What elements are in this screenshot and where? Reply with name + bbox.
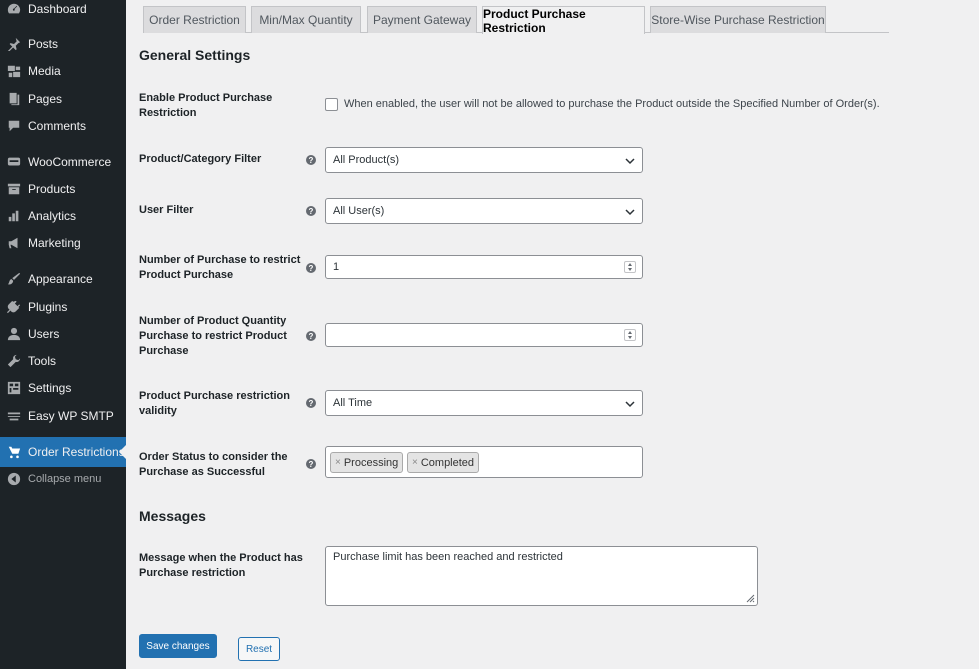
sidebar-item-label: Media <box>28 64 61 78</box>
media-icon <box>7 64 21 78</box>
validity-select[interactable] <box>325 390 643 416</box>
sidebar-item-label: Posts <box>28 37 59 51</box>
sidebar-item-label: Comments <box>28 119 87 133</box>
sidebar-item-label: Plugins <box>28 300 68 314</box>
chip-label: Completed <box>420 456 475 469</box>
sidebar-item-posts[interactable] <box>0 31 126 57</box>
archive-icon <box>7 182 21 196</box>
sidebar-item-label: Marketing <box>28 236 81 250</box>
sidebar-item-label: Appearance <box>28 272 93 286</box>
sidebar-item-label: Products <box>28 182 76 196</box>
sidebar-item-label: Users <box>28 327 60 341</box>
megaphone-icon <box>7 236 21 250</box>
mail-icon <box>7 409 21 423</box>
validity-value: All Time <box>333 397 373 409</box>
main-content <box>126 0 979 669</box>
tab-product-purchase-restriction[interactable]: Product Purchase Restriction <box>482 6 645 34</box>
product-filter-select[interactable] <box>325 147 643 173</box>
validity-label: Product Purchase restriction validity <box>139 390 290 417</box>
status-chip <box>407 452 479 473</box>
user-filter-label: User Filter <box>139 204 194 216</box>
message-label: Message when the Product has Purchase restriction <box>139 552 303 579</box>
sidebar-item-comments[interactable] <box>0 113 126 139</box>
help-icon[interactable]: ? <box>306 155 316 165</box>
tab-store-wise-purchase-restriction[interactable]: Store-Wise Purchase Restriction <box>650 6 826 33</box>
num-purchase-value: 1 <box>333 261 340 273</box>
user-filter-value: All User(s) <box>333 205 385 217</box>
chip-remove-icon[interactable]: × <box>335 457 341 468</box>
chevron-down-icon <box>624 206 636 218</box>
general-settings-heading: General Settings <box>139 47 251 63</box>
num-purchase-input[interactable] <box>325 255 643 279</box>
sidebar-item-label: Easy WP SMTP <box>28 409 114 423</box>
sidebar-item-products[interactable] <box>0 176 126 202</box>
sidebar-item-easy-wp-smtp[interactable] <box>0 403 126 429</box>
sidebar-item-tools[interactable] <box>0 348 126 374</box>
collapse-icon <box>7 472 21 486</box>
num-quantity-label: Number of Product Quantity Purchase to restrict Product Purchase <box>139 315 287 357</box>
sidebar-item-pages[interactable] <box>0 86 126 112</box>
woo-icon <box>7 155 21 169</box>
sidebar-item-woocommerce[interactable] <box>0 149 126 175</box>
collapse-menu-button[interactable] <box>0 466 126 492</box>
user-filter-select[interactable] <box>325 198 643 224</box>
sidebar-item-dashboard[interactable] <box>0 0 126 22</box>
sidebar-item-plugins[interactable] <box>0 294 126 320</box>
tab-payment-gateway[interactable]: Payment Gateway <box>367 6 477 33</box>
sidebar-item-label: WooCommerce <box>28 155 112 169</box>
admin-sidebar <box>0 0 126 669</box>
pin-icon <box>7 37 21 51</box>
help-icon[interactable]: ? <box>306 206 316 216</box>
product-filter-value: All Product(s) <box>333 154 400 166</box>
enable-restriction-description: When enabled, the user will not be allowed to purchase the Product outside the Specified Number of Order(s). <box>344 98 880 110</box>
comment-icon <box>7 119 21 133</box>
tab-order-restriction[interactable]: Order Restriction <box>143 6 246 33</box>
plug-icon <box>7 300 21 314</box>
order-status-label: Order Status to consider the Purchase as Successful <box>139 451 288 478</box>
chip-remove-icon[interactable]: × <box>412 457 418 468</box>
settings-tabs <box>143 5 889 33</box>
sidebar-item-label: Tools <box>28 354 57 368</box>
wrench-icon <box>7 354 21 368</box>
chevron-down-icon <box>624 398 636 410</box>
help-icon[interactable]: ? <box>306 398 316 408</box>
sidebar-item-users[interactable] <box>0 321 126 347</box>
messages-heading: Messages <box>139 508 206 524</box>
sidebar-item-media[interactable] <box>0 58 126 84</box>
num-quantity-input[interactable] <box>325 323 643 347</box>
product-filter-label: Product/Category Filter <box>139 153 262 165</box>
number-spinner[interactable] <box>624 329 636 341</box>
user-icon <box>7 327 21 341</box>
help-icon[interactable]: ? <box>306 459 316 469</box>
enable-restriction-label: Enable Product Purchase Restriction <box>139 92 273 119</box>
help-icon[interactable]: ? <box>306 263 316 273</box>
sidebar-item-marketing[interactable] <box>0 230 126 256</box>
bar-chart-icon <box>7 209 21 223</box>
enable-restriction-checkbox[interactable] <box>325 98 338 111</box>
help-icon[interactable]: ? <box>306 331 316 341</box>
num-purchase-label: Number of Purchase to restrict Product Purchase <box>139 254 301 281</box>
sidebar-item-analytics[interactable] <box>0 203 126 229</box>
order-status-multiselect[interactable] <box>325 446 643 478</box>
reset-button[interactable]: Reset <box>238 637 280 661</box>
chevron-down-icon <box>624 155 636 167</box>
sidebar-item-label: Settings <box>28 381 72 395</box>
brush-icon <box>7 272 21 286</box>
sidebar-item-settings[interactable] <box>0 375 126 401</box>
save-changes-button[interactable]: Save changes <box>139 634 217 658</box>
sidebar-item-label: Dashboard <box>28 2 87 16</box>
message-value: Purchase limit has been reached and restricted <box>333 551 563 563</box>
tab-min-max-quantity[interactable]: Min/Max Quantity <box>251 6 361 33</box>
sidebar-item-order-restrictions[interactable] <box>0 437 126 467</box>
page-icon <box>7 92 21 106</box>
cart-icon <box>7 445 21 459</box>
sidebar-item-label: Order Restrictions <box>28 445 125 459</box>
dashboard-icon <box>7 2 21 16</box>
settings-icon <box>7 381 21 395</box>
chip-label: Processing <box>343 456 399 469</box>
sidebar-item-label: Pages <box>28 92 63 106</box>
resize-grip-icon[interactable] <box>746 594 755 603</box>
message-textarea[interactable] <box>325 546 758 606</box>
number-spinner[interactable] <box>624 261 636 273</box>
sidebar-item-label: Analytics <box>28 209 77 223</box>
sidebar-item-appearance[interactable] <box>0 266 126 292</box>
status-chip <box>330 452 403 473</box>
collapse-menu-label: Collapse menu <box>28 473 102 485</box>
